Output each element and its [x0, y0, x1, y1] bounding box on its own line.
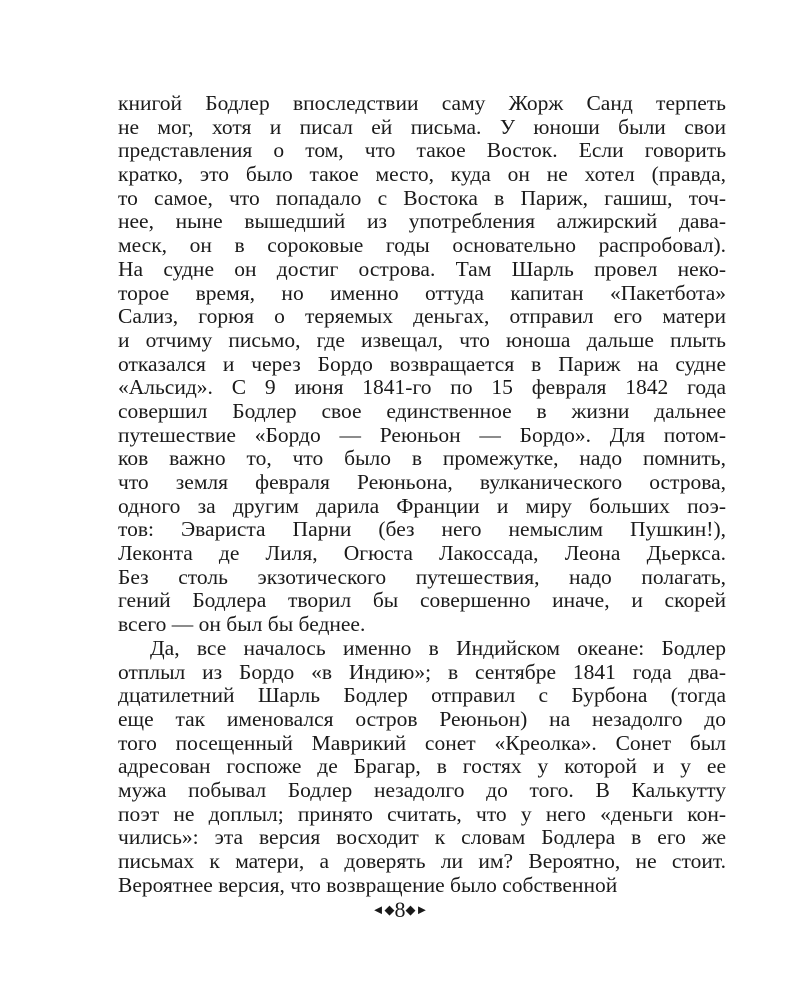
text-line: кратко, это было такое место, куда он не хотел (правда,	[118, 163, 726, 187]
text-line: еще так именовался остров Реюньон) на незадолго до	[118, 707, 726, 731]
text-line: адресован госпоже де Брагар, в гостях у которой и у ее	[118, 755, 726, 779]
paragraph	[118, 637, 726, 898]
text-line: гений Бодлера творил бы совершенно иначе, и скорей	[118, 589, 726, 613]
text-line: Да, все началось именно в Индийском океане: Бодлер	[150, 636, 726, 660]
text-line: мужа побывал Бодлер незадолго до того. В Калькутту	[118, 778, 726, 802]
text-line: не мог, хотя и писал ей письма. У юноши были свои	[118, 115, 726, 139]
text-line: Леконта де Лиля, Огюста Лакоссада, Леона Дьеркса.	[118, 542, 726, 566]
text-line: одного за другим дарила Франции и миру больших поэ-	[118, 494, 726, 518]
text-line: На судне он достиг острова. Там Шарль провел неко-	[118, 257, 726, 281]
text-line: нее, ныне вышедший из употребления алжирский дава-	[118, 210, 726, 234]
text-line: всего — он был бы беднее.	[118, 613, 366, 637]
text-line: отплыл из Бордо «в Индию»; в сентябре 1841 года два-	[118, 660, 726, 684]
folio-ornament-left-icon: ◄◆	[371, 902, 395, 917]
text-line: Вероятнее версия, что возвращение было собственной	[118, 873, 618, 897]
text-line: «Альсид». С 9 июня 1841-го по 15 февраля 1842 года	[118, 376, 726, 400]
page-number	[0, 897, 800, 923]
text-line: книгой Бодлер впоследствии саму Жорж Санд терпеть	[118, 92, 726, 115]
text-line: ков важно то, что было в промежутке, надо помнить,	[118, 447, 726, 471]
text-line: представления о том, что такое Восток. Если говорить	[118, 139, 726, 163]
text-line: меск, он в сороковые годы основательно распробовал).	[118, 234, 726, 258]
paragraph	[118, 92, 726, 637]
text-line: поэт не доплыл; принято считать, что у него «деньги кон-	[118, 802, 726, 826]
page-number-value: 8	[394, 897, 406, 922]
text-line: путешествие «Бордо — Реюньон — Бордо». Для потом-	[118, 423, 726, 447]
text-line: что земля февраля Реюньона, вулканического острова,	[118, 471, 726, 494]
folio-ornament-right-icon: ◆►	[405, 902, 429, 917]
text-line: письмах к матери, а доверять ли им? Вероятно, не стоит.	[118, 850, 726, 873]
text-line: того посещенный Маврикий сонет «Креолка». Сонет был	[118, 731, 726, 755]
text-line: торое время, но именно оттуда капитан «Пакетбота»	[118, 281, 726, 305]
text-line: отказался и через Бордо возвращается в Париж на судне	[118, 352, 726, 376]
text-line: то самое, что попадало с Востока в Париж, гашиш, точ-	[118, 186, 726, 210]
text-line: чились»: эта версия восходит к словам Бодлера в его же	[118, 826, 726, 850]
text-line: тов: Эвариста Парни (без него немыслим Пушкин!),	[118, 518, 726, 542]
text-line: совершил Бодлер свое единственное в жизни дальнее	[118, 399, 726, 423]
text-line: дцатилетний Шарль Бодлер отправил с Бурбона (тогда	[118, 684, 726, 708]
page-body	[118, 92, 726, 897]
text-line: и отчиму письмо, где извещал, что юноша дальше плыть	[118, 328, 726, 352]
text-line: Без столь экзотического путешествия, надо полагать,	[118, 565, 726, 589]
text-line: Сализ, горюя о теряемых деньгах, отправил его матери	[118, 305, 726, 329]
